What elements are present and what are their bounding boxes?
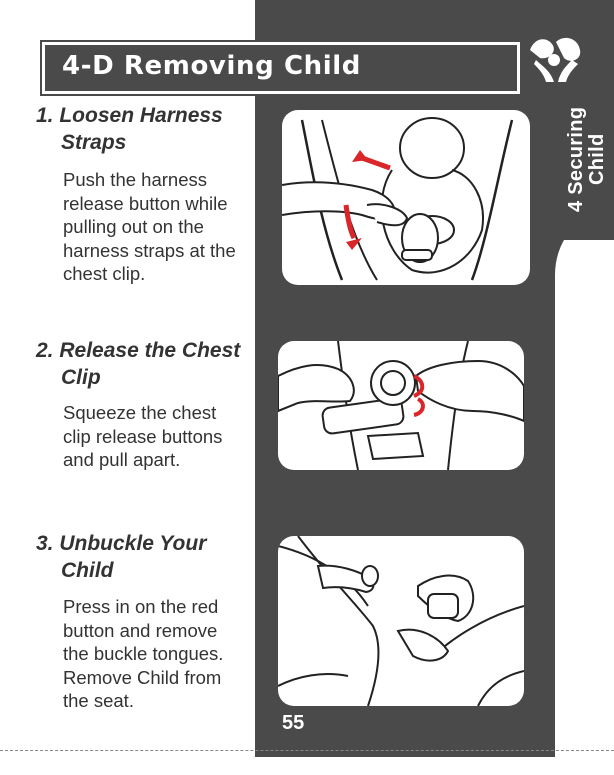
step-3-instructions: Press in on the red button and remove the buckle tongues. Remove Child from the seat.	[63, 596, 224, 711]
section-title: 4-D Removing Child	[62, 51, 361, 81]
bottom-trim-line	[0, 750, 614, 751]
page-edge-curve	[555, 215, 614, 775]
chest-clip-illustration	[278, 341, 524, 470]
harness-release-illustration	[282, 110, 530, 285]
step-1-instructions: Push the harness release button while pulling out on the harness straps at the chest clip.	[63, 169, 236, 284]
step-1-title: 1. Loosen Harness Straps	[36, 104, 223, 154]
page-number: 55	[282, 712, 305, 734]
step-2-title: 2. Release the Chest Clip	[36, 339, 241, 389]
step-3-title: 3. Unbuckle Your Child	[36, 532, 207, 582]
step-2-instructions: Squeeze the chest clip release buttons and pull apart.	[63, 402, 223, 470]
parent-child-logo-icon	[522, 30, 586, 86]
buckle-tongue-illustration	[278, 536, 524, 706]
chapter-tab-label: 4 Securing Child	[565, 106, 608, 212]
